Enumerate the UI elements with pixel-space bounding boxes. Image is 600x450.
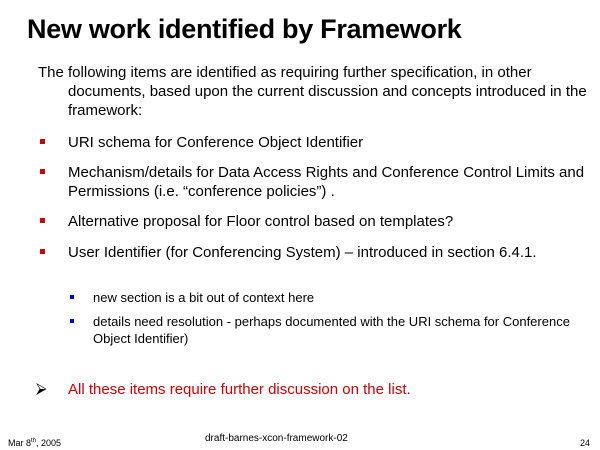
footer-date: Mar 8th, 2005 [8,438,62,448]
arrow-bullet-icon: ⮚ [36,379,47,397]
page-number: 24 [579,438,590,448]
list-item-text: URI schema for Conference Object Identifier [68,134,364,151]
conclusion-text: All these items require further discussion on the list. [68,381,411,398]
square-bullet-icon [40,169,45,174]
square-bullet-icon [40,139,45,144]
list-item-text: Mechanism/details for Data Access Rights and Conference Control Limits and Permissions (i.e. “conference policies”) . [68,164,585,200]
square-bullet-icon [40,249,45,254]
sub-list-item-text: new section is a bit out of context here [93,290,315,305]
small-square-bullet-icon [70,295,74,299]
intro-paragraph: The following items are identified as requiring further specification, in other documents, based upon the current discussion and concepts introduced in the framework: [38,64,587,119]
list-item-text: Alternative proposal for Floor control based on templates? [68,213,454,230]
small-square-bullet-icon [70,319,74,323]
footer-document-name: draft-barnes-xcon-framework-02 [205,433,348,444]
square-bullet-icon [40,218,45,223]
sub-list-item-text: details need resolution - perhaps documented with the URI schema for Conference Object Identifier) [93,314,570,346]
list-item-text: User Identifier (for Conferencing System) – introduced in section 6.4.1. [68,244,537,261]
slide-title: New work identified by Framework [27,14,462,44]
